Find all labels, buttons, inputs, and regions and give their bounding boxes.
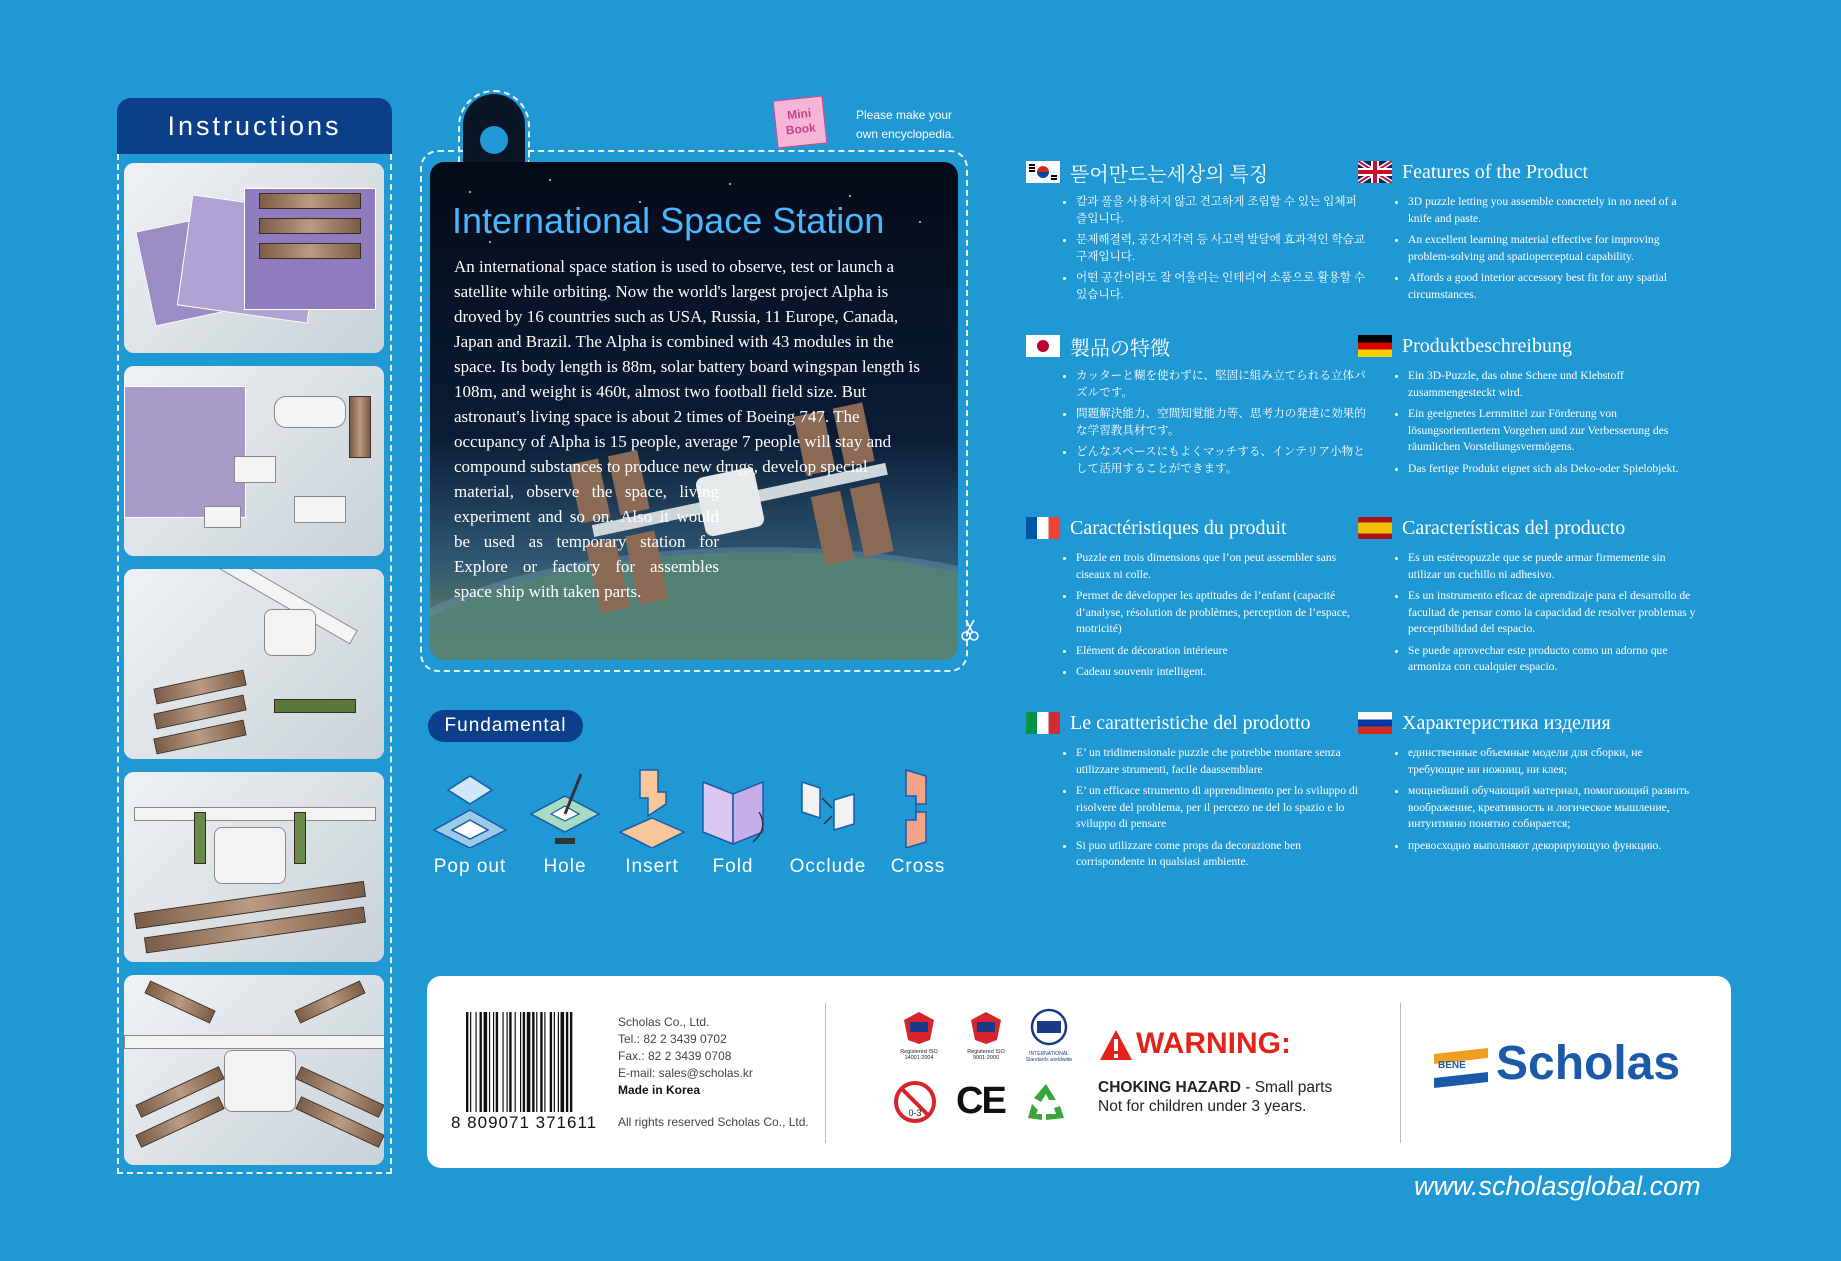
age-mark-label: 0-3 (908, 1108, 922, 1118)
iso-9001-mark (961, 1010, 1011, 1061)
feature-item: • 問題解決能力、空間知覚能力等、思考力の発達に効果的な学習教具材です。 (1076, 406, 1366, 439)
features-japanese (1026, 332, 1366, 482)
fund-hole (520, 768, 610, 888)
company-tel: Tel.: 82 2 3439 0702 (618, 1032, 727, 1046)
minibook-caption-1: Please make your (856, 108, 953, 122)
website-url[interactable]: www.scholasglobal.com (1414, 1171, 1701, 1201)
card-line: experiment and so on. Also it would (454, 507, 719, 526)
feature-title: Le caratteristiche del prodotto (1070, 711, 1311, 734)
feature-item: • E’ un tridimensionale puzzle che potrebbe montare senza utilizzare strumenti, facile daassemblare (1076, 745, 1366, 778)
logo-text: Scholas (1496, 1037, 1681, 1090)
card-title: International Space Station (452, 200, 885, 241)
fold-icon (693, 768, 773, 848)
france-flag-icon (1026, 517, 1060, 539)
cert-shield-icon (902, 1010, 936, 1044)
feature-item: • Permet de développer les aptitudes de l’enfant (capacité d’analyse, résolution de problèmes, perception de l’espace, motricité) (1076, 588, 1366, 638)
minibook-label-1: Mini (786, 105, 812, 123)
feature-item: • Puzzle en trois dimensions que l’on peut assembler sans ciseaux ni colle. (1076, 550, 1366, 583)
feature-item: • 3D puzzle letting you assemble concretely in no need of a knife and paste. (1408, 194, 1698, 227)
fund-label: Occlude (789, 856, 867, 877)
copyright: All rights reserved Scholas Co., Ltd. (618, 1115, 809, 1129)
insert-icon (612, 768, 692, 848)
feature-item: • Es un estéreopuzzle que se puede armar firmemente sin utilizar un cuchillo ni adhesivo. (1408, 550, 1698, 583)
features-french (1026, 514, 1366, 686)
feature-item: • Ein geeignetes Lernmittel zur Förderung von lösungsorientiertem Vorgehen und zur Verbesserung des räumlichen Vorstellungsvermögens. (1408, 406, 1698, 456)
card-line: space ship with taken parts. (454, 582, 642, 601)
feature-item: • Se puede aprovechar este producto como un adorno que armoniza con cualquier espacio. (1408, 643, 1698, 676)
feature-item: • 어떤 공간이라도 잘 어울리는 인테리어 소품으로 활용할 수 있습니다. (1076, 270, 1366, 303)
company-name: Scholas Co., Ltd. (618, 1015, 710, 1029)
uk-flag-icon (1358, 161, 1392, 183)
occlude-icon (788, 768, 868, 848)
choking-suffix: - Small parts (1240, 1079, 1333, 1096)
company-email: E-mail: sales@scholas.kr (618, 1066, 753, 1080)
features-russian (1358, 709, 1698, 859)
step-1-photo (124, 163, 384, 353)
cross-icon (878, 768, 958, 848)
features-english (1358, 158, 1698, 308)
feature-item: • Cadeau souvenir intelligent. (1076, 664, 1366, 681)
italy-flag-icon (1026, 712, 1060, 734)
cert-shield-icon (969, 1010, 1003, 1044)
features-italian (1026, 709, 1366, 876)
feature-item: • Si puo utilizzare come props da decorazione ben corrispondente in qualsiasi ambiente. (1076, 838, 1366, 871)
minibook-label-2: Book (785, 120, 817, 138)
feature-item: • どんなスペースにもよくマッチする、インテリア小物として活用することができます。 (1076, 444, 1366, 477)
japan-flag-icon (1026, 335, 1060, 357)
feature-item: • мощнейший обучающий материал, помогающий развить воображение, креативность и логическое мышление, интуитивно понятно собирается; (1408, 783, 1698, 833)
cert-label: Registered ISO 14001:2004 (900, 1049, 938, 1061)
fund-cross (873, 768, 963, 888)
feature-item: • E’ un efficace strumento di apprendimento per lo sviluppo di risolvere del problema, per il percezo ne del lo spazio e lo sviluppo di pensare (1076, 783, 1366, 833)
fundamental-title: Fundamental (444, 715, 567, 736)
feature-item: • превосходно выполняют декорирующую функцию. (1408, 838, 1698, 855)
recycle-icon (1024, 1080, 1068, 1124)
feature-title: 뜯어만드는세상의 특징 (1070, 163, 1269, 186)
feature-title: Features of the Product (1402, 160, 1589, 183)
made-in-korea: Made in Korea (618, 1083, 701, 1097)
iso-14001-mark (894, 1010, 944, 1061)
feature-item: • Es un instrumento eficaz de aprendizaje para el desarrollo de facultad de pensar como la capacidad de resolver problemas y perceptibilidad del espacio. (1408, 588, 1698, 638)
card-line: astronaut's living space is about 2 times of Boeing 747. The (454, 407, 860, 426)
feature-item: • Affords a good interior accessory best fit for any spatial circumstances. (1408, 270, 1698, 303)
features-korean (1026, 158, 1366, 308)
logo-small-text: BENE (1438, 1060, 1466, 1071)
warning-title: WARNING: (1136, 1027, 1291, 1060)
choking-age-text: Not for children under 3 years. (1098, 1098, 1307, 1115)
korea-flag-icon (1026, 161, 1060, 183)
scissors-icon (960, 618, 980, 642)
feature-item: • 문제해결력, 공간지각력 등 사고력 발달에 효과적인 학습교구재입니다. (1076, 232, 1366, 265)
feature-item: • 칼과 풀을 사용하지 않고 견고하게 조립할 수 있는 입체퍼즐입니다. (1076, 194, 1366, 227)
fund-label: Cross (890, 856, 946, 877)
card-line: occupancy of Alpha is 15 people, average 7 people will stay and (454, 432, 892, 451)
fund-label: Pop out (433, 856, 507, 877)
feature-item: • Elément de décoration intérieure (1076, 643, 1366, 660)
card-line: be used as temporary station for (454, 532, 719, 551)
instructions-title: Instructions (167, 110, 342, 141)
company-fax: Fax.: 82 2 3439 0708 (618, 1049, 732, 1063)
feature-title: Caractéristiques du produit (1070, 516, 1287, 539)
feature-title: 製品の特徴 (1070, 337, 1170, 360)
fund-pop-out (425, 768, 515, 888)
choking-hazard (1098, 1078, 1332, 1116)
astm-mark (1024, 1008, 1074, 1063)
barcode-number: 8 809071 371611 (451, 1113, 598, 1132)
feature-title: Características del producto (1402, 516, 1626, 539)
choking-label: CHOKING HAZARD (1098, 1079, 1241, 1096)
astm-logo-icon (1029, 1008, 1069, 1046)
fund-label: Fold (712, 856, 754, 877)
card-line: satellite while orbiting. Now the world's largest project Alpha is (454, 282, 889, 301)
barcode (466, 1012, 598, 1116)
card-line: An international space station is used to observe, test or launch a (454, 257, 894, 276)
feature-item: • An excellent learning material effective for improving problem-solving and spatioperceptual capability. (1408, 232, 1698, 265)
company-info (618, 1014, 753, 1099)
footer-divider (825, 1003, 826, 1143)
age-warning-mark (893, 1080, 937, 1124)
feature-title: Produktbeschreibung (1402, 334, 1572, 357)
card-line: Japan and Brazil. The Alpha is combined with 43 modules in the (454, 332, 894, 351)
card-line: space. Its body length is 88m, solar battery board wingspan length is (454, 357, 920, 376)
step-5-photo (124, 975, 384, 1165)
minibook-badge (773, 96, 828, 149)
ce-mark: CE (956, 1080, 1005, 1122)
fund-insert (607, 768, 697, 888)
feature-item: • カッターと糊を使わずに、堅固に組み立てられる立体パズルです。 (1076, 368, 1366, 401)
card-line: compound substances to produce new drugs, develop special (454, 457, 868, 476)
minibook-caption (856, 106, 955, 144)
fund-occlude (783, 768, 873, 888)
footer-divider (1400, 1003, 1401, 1143)
fund-fold (688, 768, 778, 888)
card-line: material, observe the space, living (454, 482, 719, 501)
russia-flag-icon (1358, 712, 1392, 734)
step-2-photo (124, 366, 384, 556)
step-4-photo (124, 772, 384, 962)
card-line: 108m, and weight is 460t, almost two football field size. But (454, 382, 867, 401)
step-3-photo (124, 569, 384, 759)
warning-triangle-icon (1098, 1028, 1134, 1062)
germany-flag-icon (1358, 335, 1392, 357)
card-line: Explore or factory for assembles (454, 557, 719, 576)
hole-icon (525, 768, 605, 848)
instructions-header (117, 98, 392, 154)
card-description (454, 254, 938, 604)
card-line: droved by 16 countries such as USA, Russia, 11 Europe, Canada, (454, 307, 899, 326)
features-spanish (1358, 514, 1698, 681)
feature-item: • Ein 3D-Puzzle, das ohne Schere und Klebstoff zusammengesteckt wird. (1408, 368, 1698, 401)
fundamental-header (428, 710, 583, 742)
cert-label: INTERNATIONAL Standards worldwide (1025, 1051, 1073, 1063)
feature-title: Характеристика изделия (1402, 711, 1611, 734)
feature-item: • Das fertige Produkt eignet sich als Deko-oder Spielobjekt. (1408, 461, 1698, 478)
card-hang-hole (480, 126, 508, 154)
pop-out-icon (430, 768, 510, 848)
fund-label: Insert (625, 856, 679, 877)
cert-label: Registered ISO 9001:2000 (967, 1049, 1005, 1061)
features-german (1358, 332, 1698, 482)
spain-flag-icon (1358, 517, 1392, 539)
minibook-caption-2: own encyclopedia. (856, 127, 955, 141)
feature-item: • единственные объемные модели для сборки, не требующие ни ножниц, ни клея; (1408, 745, 1698, 778)
fund-label: Hole (543, 856, 587, 877)
